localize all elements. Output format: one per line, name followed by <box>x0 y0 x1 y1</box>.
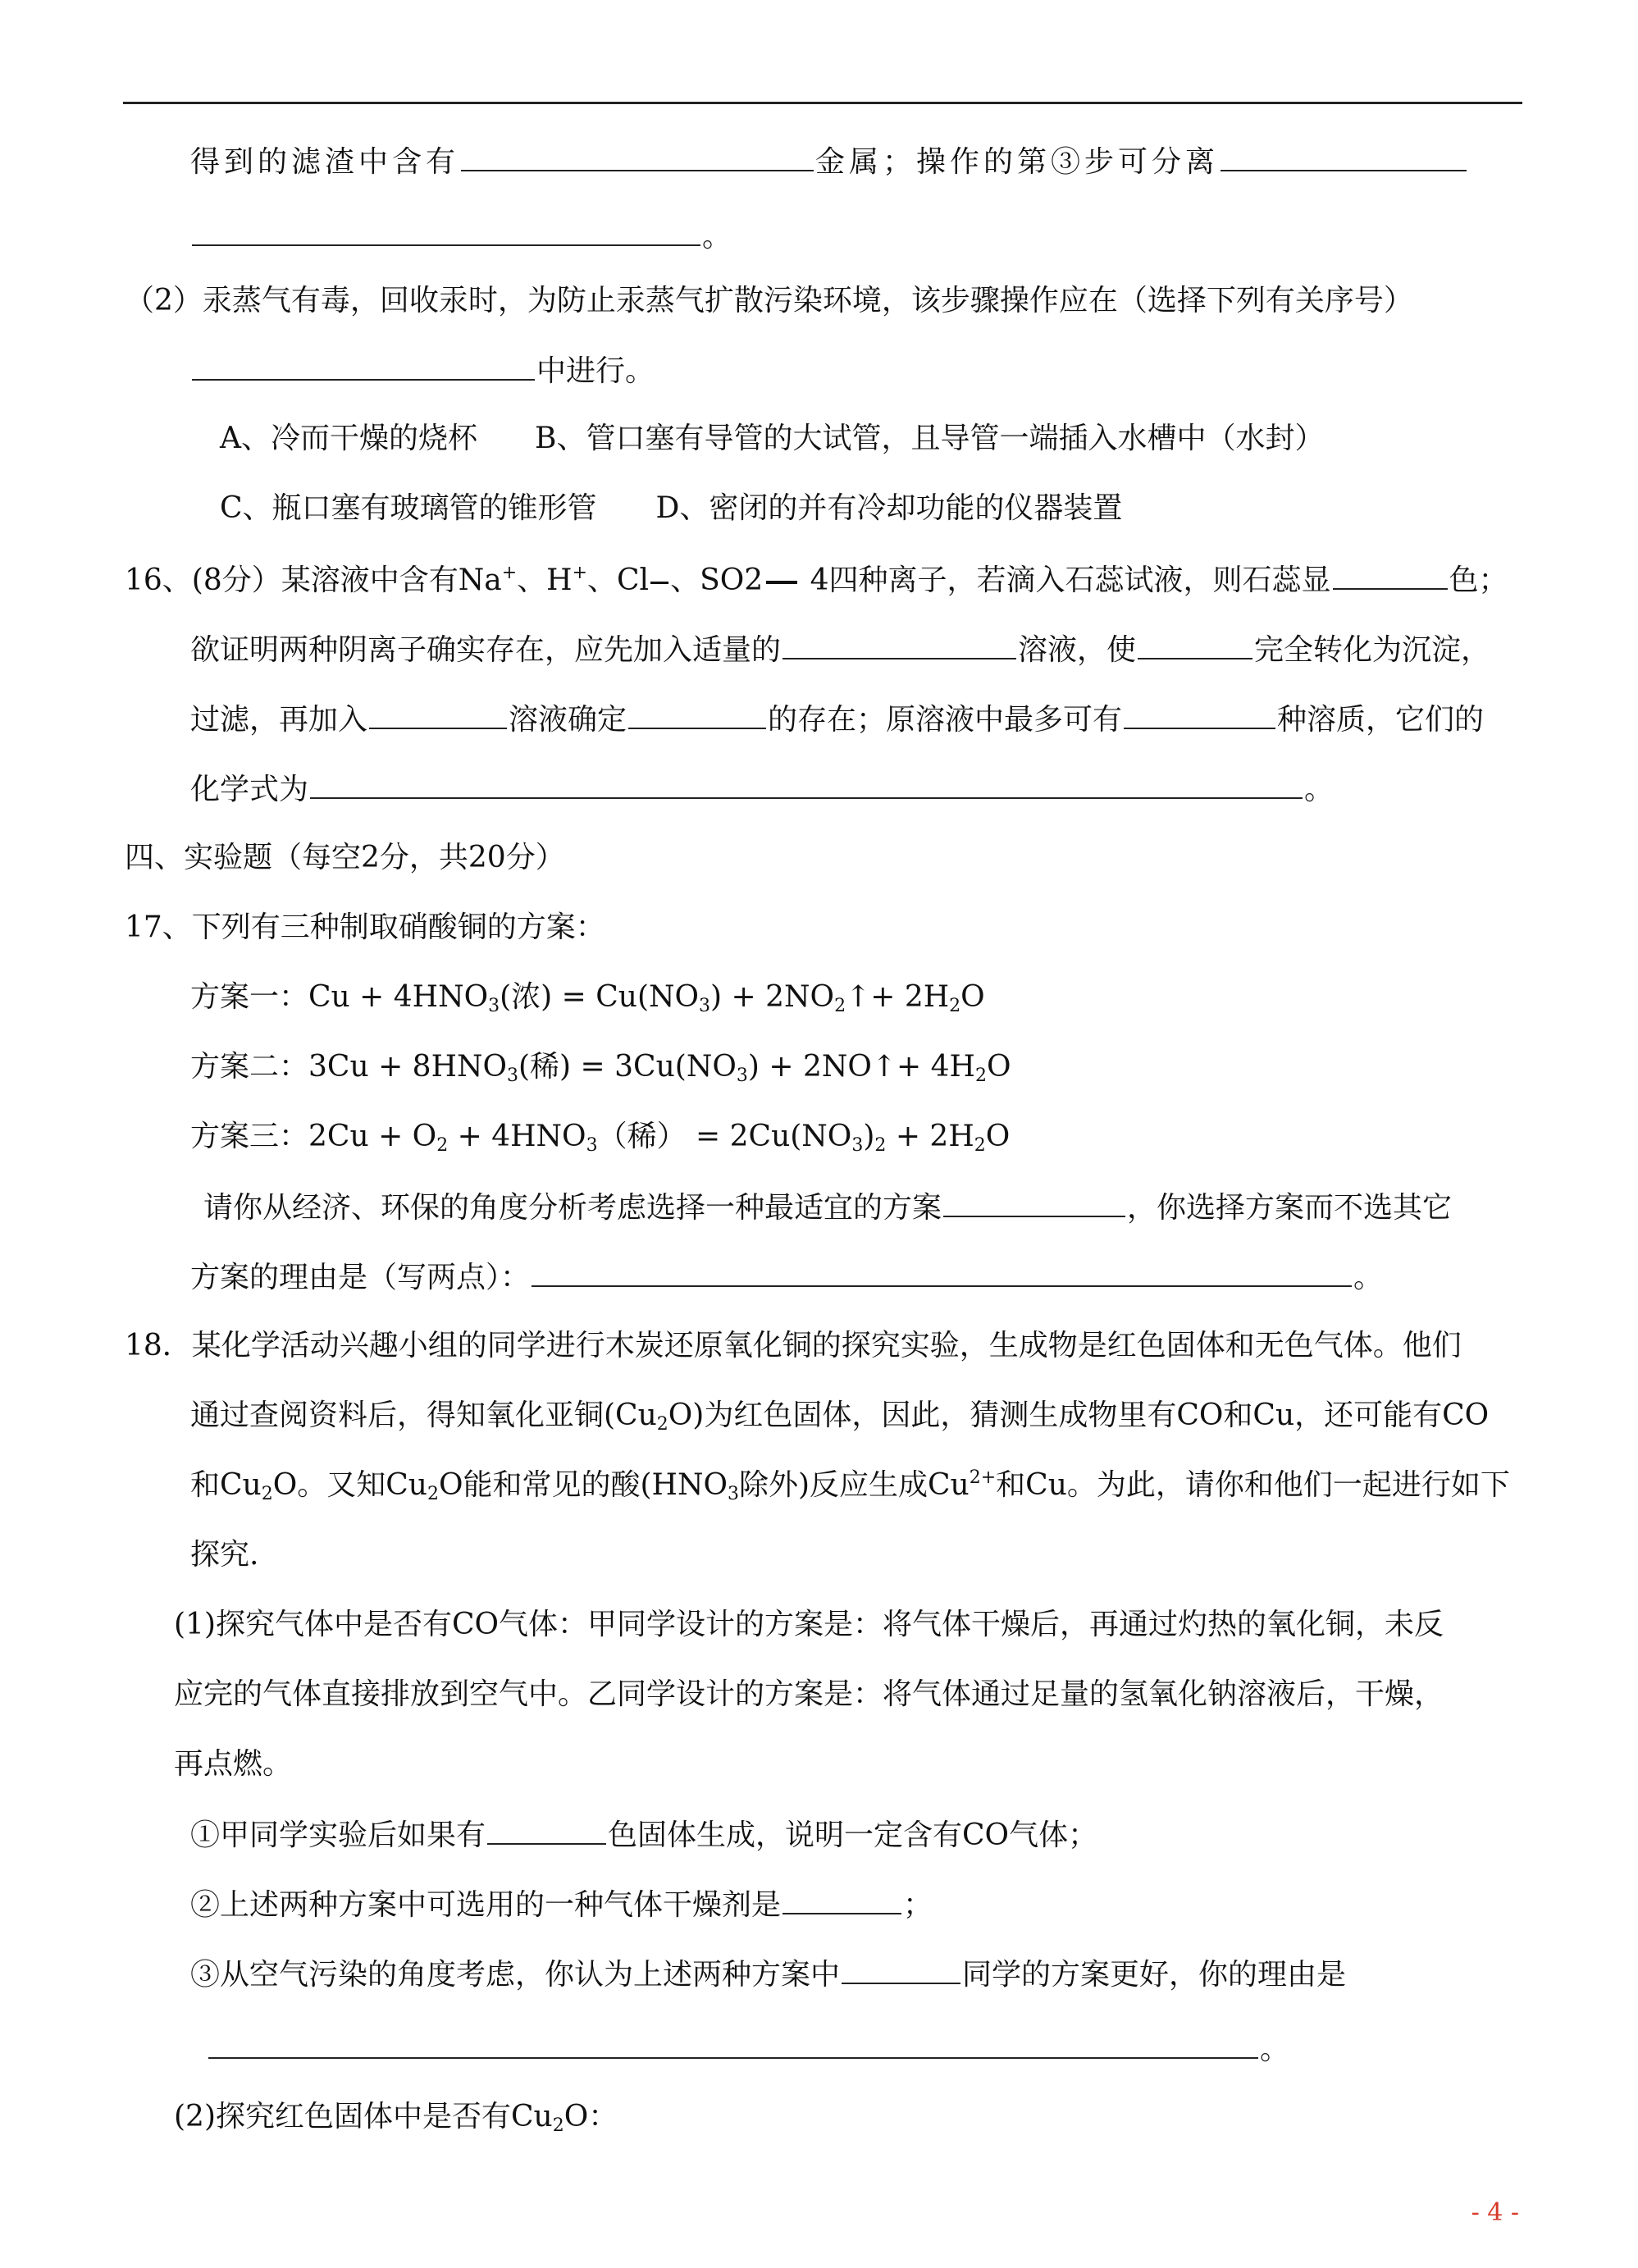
q16-line4: 化学式为 。 <box>190 769 1334 809</box>
answer-blank[interactable] <box>461 142 814 171</box>
q18-part1-line3: 再点燃。 <box>174 1747 293 1781</box>
q16-line2: 欲证明两种阴离子确实存在，应先加入适量的 溶液，使 完全转化为沉淀， <box>190 630 1490 669</box>
option-c: C、瓶口塞有玻璃管的锥形管 <box>220 491 597 525</box>
page-number: - 4 - <box>1471 2198 1519 2227</box>
answer-blank[interactable] <box>782 630 1016 659</box>
q18-line2: 通过查阅资料后，得知氧化亚铜$(Cu_2O)$为红色固体，因此，猜测生成物里有CO和Cu，还可能有CO <box>190 1399 1490 1435</box>
answer-blank[interactable] <box>1221 142 1467 171</box>
q18-subq2: ②上述两种方案中可选用的一种气体干燥剂是 ； <box>190 1885 933 1924</box>
option-a: A、冷而干燥的烧杯 <box>220 422 477 455</box>
q15-line2: 。 <box>190 217 732 256</box>
q17-question2: 方案的理由是（写两点）： 。 <box>190 1257 1383 1297</box>
answer-blank[interactable] <box>782 1885 901 1914</box>
answer-blank[interactable] <box>842 1955 960 1984</box>
minus-sign-icon <box>766 581 797 584</box>
q18-line4: 探究. <box>190 1538 259 1572</box>
q18-part1-line2: 应完的气体直接排放到空气中。乙同学设计的方案是：将气体通过足量的氢氧化钠溶液后，干燥， <box>174 1677 1444 1711</box>
answer-blank[interactable] <box>628 700 766 729</box>
q18-subq3: ③从空气污染的角度考虑，你认为上述两种方案中 同学的方案更好，你的理由是 <box>190 1955 1346 1994</box>
q17-scheme2: 方案二：$3Cu + 8HNO_3$(稀) = $3Cu(NO_3)$ + 2NO↑+ $4H_2O$ <box>190 1050 1011 1086</box>
q15-part2: （2）汞蒸气有毒，回收汞时，为防止汞蒸气扩散污染环境，该步骤操作应在（选择下列有关序号） <box>125 284 1413 317</box>
q18-line1: 18．某化学活动兴趣小组的同学进行木炭还原氧化铜的探究实验，生成物是红色固体和无色气体。他们 <box>125 1329 1462 1362</box>
option-b: B、管口塞有导管的大试管，且导管一端插入水槽中（水封） <box>535 422 1325 455</box>
q17-question1: 请你从经济、环保的角度分析考虑选择一种最适宜的方案 ，你选择方案而不选其它 <box>203 1188 1452 1227</box>
answer-blank[interactable] <box>943 1188 1125 1217</box>
q17-scheme3: 方案三：$2Cu + O_2 + 4HNO_3$（稀） = $2Cu(NO_3)_2 + 2H_2O$ <box>190 1120 1011 1156</box>
answer-blank[interactable] <box>192 351 535 381</box>
q15-options-ab <box>220 420 1324 458</box>
q15-options-cd <box>220 490 1122 527</box>
q16-line1: 16、(8分）某溶液中含有Na+、H+、Cl 、SO2 4四种离子，若滴入石蕊试液，则石蕊显 色； <box>125 560 1508 600</box>
answer-blank[interactable] <box>208 2029 1258 2059</box>
q18-subq3-blank-line: 。 <box>207 2029 1289 2069</box>
answer-blank[interactable] <box>1138 630 1252 659</box>
q16-line3: 过滤，再加入 溶液确定 的存在；原溶液中最多可有 种溶质，它们的 <box>190 700 1484 739</box>
answer-blank[interactable] <box>1124 700 1275 729</box>
answer-blank[interactable] <box>487 1815 606 1845</box>
option-d: D、密闭的并有冷却功能的仪器装置 <box>655 491 1123 525</box>
q17-intro: 17、下列有三种制取硝酸铜的方案： <box>125 910 605 944</box>
header-rule <box>123 102 1522 104</box>
answer-blank[interactable] <box>310 769 1303 799</box>
q18-subq1: ①甲同学实验后如果有 色固体生成，说明一定含有CO气体； <box>190 1815 1097 1855</box>
q15-line1: 得到的滤渣中含有 金属；操作的第③步可分离 <box>190 142 1468 181</box>
answer-blank[interactable] <box>369 700 507 729</box>
q18-part2: (2)探究红色固体中是否有$Cu_2O$： <box>174 2100 618 2136</box>
section-heading: 四、实验题（每空2分，共20分） <box>125 841 565 874</box>
answer-blank[interactable] <box>1333 560 1448 590</box>
q18-line3: 和$Cu_2O$。又知$Cu_2O$能和常见的酸($HNO_3$除外)反应生成$Cu^{2+}$和Cu。为此，请你和他们一起进行如下 <box>190 1467 1510 1504</box>
q18-part1-line1: (1)探究气体中是否有CO气体：甲同学设计的方案是：将气体干燥后，再通过灼热的氧化铜，未反 <box>174 1608 1444 1641</box>
q15-part2-blank-line: 中进行。 <box>190 351 655 390</box>
q17-scheme1: 方案一：$Cu + 4HNO_3$(浓) = $Cu(NO_3)$ + $2NO_2↑+ 2H_2O$ <box>190 980 985 1016</box>
answer-blank[interactable] <box>532 1257 1352 1287</box>
minus-sign-icon <box>650 582 668 584</box>
answer-blank[interactable] <box>192 217 700 246</box>
